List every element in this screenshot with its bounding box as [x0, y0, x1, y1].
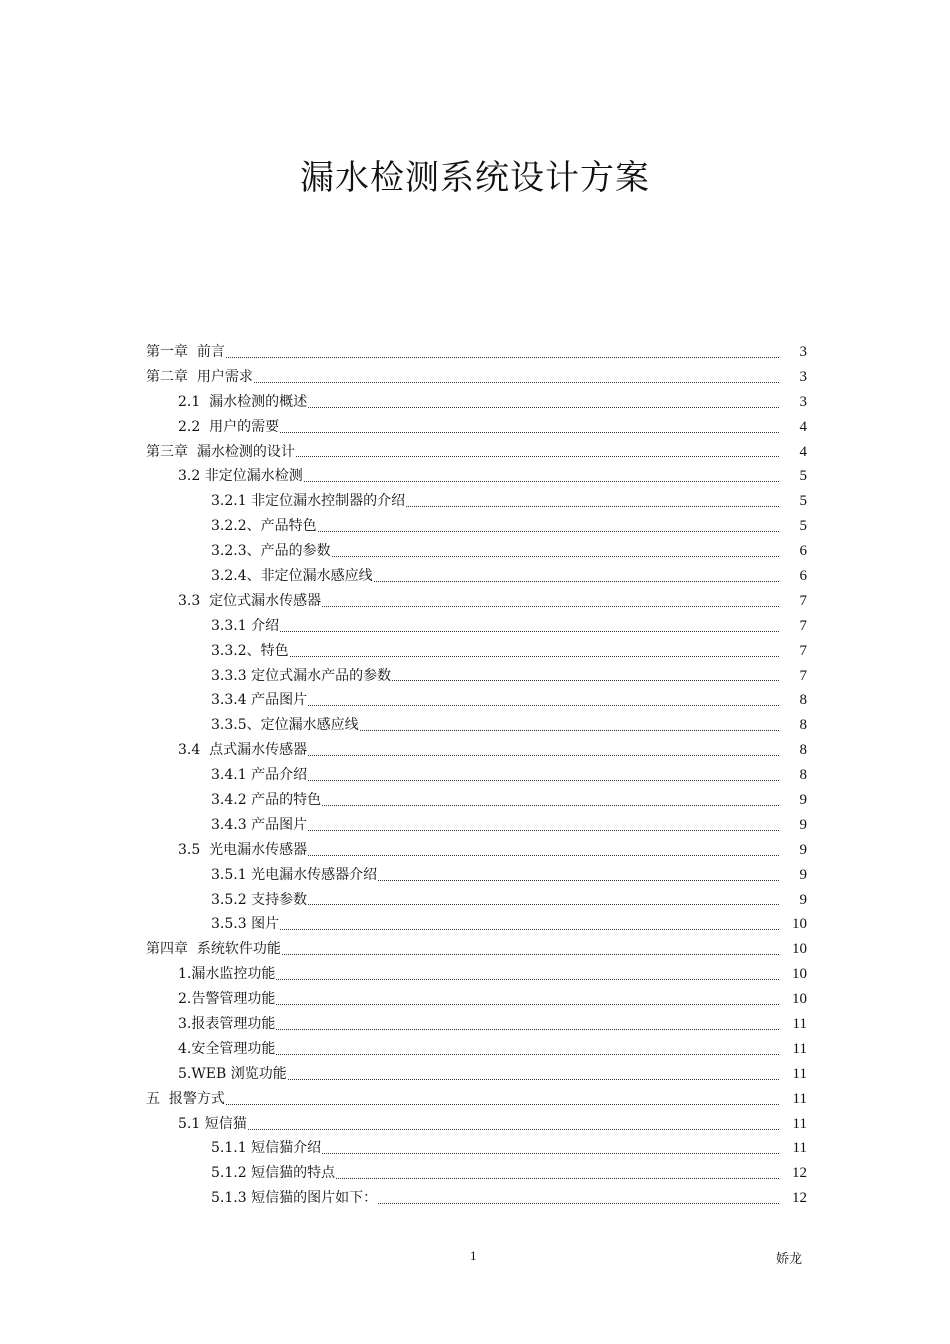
toc-entry[interactable] — [146, 813, 807, 838]
toc-entry-page: 7 — [799, 667, 807, 684]
toc-entry-label: 5.1.1 短信猫介绍 — [211, 1140, 322, 1157]
toc-entry-label: 3.4 点式漏水传感器 — [178, 742, 308, 759]
toc-entry[interactable] — [146, 564, 807, 589]
toc-entry-page: 8 — [799, 767, 807, 784]
table-of-contents — [146, 340, 807, 1211]
toc-entry[interactable] — [146, 639, 807, 664]
toc-entry[interactable] — [146, 962, 807, 987]
toc-leader-dots — [378, 880, 779, 881]
toc-entry-page: 11 — [792, 1040, 807, 1057]
toc-entry-page: 7 — [799, 592, 807, 609]
toc-entry-label: 第三章 漏水检测的设计 — [146, 443, 295, 460]
toc-entry-label: 3.3.2、特色 — [211, 642, 289, 659]
toc-leader-dots — [248, 1129, 779, 1130]
toc-leader-dots — [290, 656, 779, 657]
toc-entry[interactable] — [146, 589, 807, 614]
toc-entry[interactable] — [146, 1012, 807, 1037]
toc-entry[interactable] — [146, 1161, 807, 1186]
toc-entry[interactable] — [146, 1186, 807, 1211]
toc-leader-dots — [296, 456, 779, 457]
toc-leader-dots — [308, 407, 779, 408]
toc-entry[interactable] — [146, 987, 807, 1012]
footer-author: 娇龙 — [776, 1252, 803, 1267]
toc-leader-dots — [308, 780, 779, 781]
toc-leader-dots — [280, 631, 779, 632]
toc-leader-dots — [276, 1004, 779, 1005]
toc-entry-page: 11 — [792, 1016, 807, 1033]
toc-leader-dots — [282, 954, 779, 955]
toc-leader-dots — [308, 904, 779, 905]
toc-entry[interactable] — [146, 365, 807, 390]
toc-entry-page: 7 — [799, 642, 807, 659]
toc-entry[interactable] — [146, 838, 807, 863]
toc-leader-dots — [392, 680, 779, 681]
toc-entry-page: 3 — [799, 368, 807, 385]
toc-entry-page: 12 — [792, 1165, 807, 1182]
toc-entry-page: 11 — [792, 1065, 807, 1082]
toc-entry-label: 1.漏水监控功能 — [178, 966, 276, 983]
toc-entry[interactable] — [146, 1112, 807, 1137]
toc-entry-page: 8 — [799, 742, 807, 759]
document-title: 漏水检测系统设计方案 — [300, 158, 650, 198]
toc-leader-dots — [280, 929, 779, 930]
toc-leader-dots — [406, 506, 779, 507]
toc-entry-label: 第四章 系统软件功能 — [146, 941, 281, 958]
toc-entry-label: 3.2.2、产品特色 — [211, 518, 317, 535]
toc-entry-label: 3.5.2 支持参数 — [211, 891, 308, 908]
toc-entry[interactable] — [146, 390, 807, 415]
toc-entry-page: 12 — [792, 1190, 807, 1207]
toc-entry-page: 11 — [792, 1140, 807, 1157]
toc-leader-dots — [280, 432, 779, 433]
toc-entry[interactable] — [146, 464, 807, 489]
toc-entry-label: 3.3.4 产品图片 — [211, 692, 308, 709]
toc-entry[interactable] — [146, 340, 807, 365]
toc-entry[interactable] — [146, 1087, 807, 1112]
toc-entry-label: 3.5.1 光电漏水传感器介绍 — [211, 866, 378, 883]
toc-entry-label: 2.1 漏水检测的概述 — [178, 393, 308, 410]
toc-entry-page: 6 — [799, 543, 807, 560]
toc-entry-page: 7 — [799, 617, 807, 634]
toc-entry[interactable] — [146, 415, 807, 440]
toc-leader-dots — [322, 1153, 779, 1154]
toc-entry-page: 10 — [792, 991, 807, 1008]
toc-entry-label: 3.5.3 图片 — [211, 916, 280, 933]
toc-entry-label: 3.4.3 产品图片 — [211, 816, 308, 833]
toc-entry-page: 10 — [792, 941, 807, 958]
footer-page-number: 1 — [470, 1248, 477, 1263]
toc-leader-dots — [378, 1203, 779, 1204]
toc-entry-page: 5 — [799, 468, 807, 485]
toc-entry-page: 9 — [799, 792, 807, 809]
toc-entry-label: 3.3.5、定位漏水感应线 — [211, 717, 359, 734]
toc-entry-page: 9 — [799, 891, 807, 908]
toc-leader-dots — [254, 382, 779, 383]
toc-entry[interactable] — [146, 763, 807, 788]
toc-entry-label: 3.5 光电漏水传感器 — [178, 841, 308, 858]
toc-leader-dots — [276, 979, 779, 980]
toc-leader-dots — [288, 1079, 779, 1080]
toc-entry-page: 9 — [799, 841, 807, 858]
toc-entry[interactable] — [146, 440, 807, 465]
toc-leader-dots — [322, 805, 779, 806]
toc-entry[interactable] — [146, 688, 807, 713]
toc-leader-dots — [336, 1178, 779, 1179]
toc-leader-dots — [374, 581, 779, 582]
toc-leader-dots — [226, 1104, 779, 1105]
toc-leader-dots — [332, 556, 779, 557]
toc-entry-label: 3.2.1 非定位漏水控制器的介绍 — [211, 493, 406, 510]
toc-entry-label: 2.2 用户的需要 — [178, 418, 280, 435]
toc-entry[interactable] — [146, 489, 807, 514]
toc-entry-label: 3.3.3 定位式漏水产品的参数 — [211, 667, 392, 684]
toc-entry[interactable] — [146, 539, 807, 564]
toc-entry-page: 9 — [799, 866, 807, 883]
toc-entry[interactable] — [146, 514, 807, 539]
toc-entry-label: 3.报表管理功能 — [178, 1016, 276, 1033]
toc-entry-label: 5.1.2 短信猫的特点 — [211, 1165, 336, 1182]
toc-entry-page: 8 — [799, 692, 807, 709]
toc-entry[interactable] — [146, 788, 807, 813]
toc-leader-dots — [360, 730, 779, 731]
toc-entry[interactable] — [146, 937, 807, 962]
toc-entry-page: 9 — [799, 816, 807, 833]
toc-entry[interactable] — [146, 713, 807, 738]
toc-entry-page: 3 — [799, 393, 807, 410]
toc-leader-dots — [308, 830, 779, 831]
toc-entry-label: 3.2 非定位漏水检测 — [178, 468, 303, 485]
toc-entry[interactable] — [146, 863, 807, 888]
toc-leader-dots — [318, 531, 779, 532]
toc-leader-dots — [308, 705, 779, 706]
toc-entry-label: 5.1.3 短信猫的图片如下： — [211, 1190, 378, 1207]
toc-entry-label: 第二章 用户需求 — [146, 368, 253, 385]
toc-leader-dots — [226, 357, 779, 358]
toc-entry-page: 6 — [799, 568, 807, 584]
toc-entry-page: 10 — [792, 966, 807, 983]
toc-entry-page: 8 — [799, 717, 807, 734]
toc-entry[interactable] — [146, 664, 807, 689]
toc-entry[interactable] — [146, 1137, 807, 1162]
toc-leader-dots — [276, 1054, 779, 1055]
toc-entry-label: 3.4.1 产品介绍 — [211, 767, 308, 784]
toc-entry-label: 3.3.1 介绍 — [211, 617, 280, 634]
toc-entry-page: 5 — [799, 493, 807, 510]
toc-entry-label: 2.告警管理功能 — [178, 991, 276, 1008]
toc-entry-label: 5.1 短信猫 — [178, 1115, 247, 1132]
toc-entry-label: 3.4.2 产品的特色 — [211, 792, 322, 809]
toc-entry[interactable] — [146, 888, 807, 913]
toc-entry-label: 3.2.4、非定位漏水感应线 — [211, 568, 373, 584]
toc-leader-dots — [276, 1029, 779, 1030]
toc-leader-dots — [308, 755, 779, 756]
toc-entry-page: 4 — [799, 418, 807, 435]
toc-entry[interactable] — [146, 738, 807, 763]
toc-entry[interactable] — [146, 614, 807, 639]
toc-leader-dots — [304, 481, 779, 482]
toc-leader-dots — [322, 606, 779, 607]
toc-entry-page: 5 — [799, 518, 807, 535]
toc-entry[interactable] — [146, 1062, 807, 1087]
toc-entry-page: 10 — [792, 916, 807, 933]
toc-entry-label: 4.安全管理功能 — [178, 1040, 276, 1057]
toc-entry-label: 5.WEB 浏览功能 — [178, 1065, 287, 1082]
toc-entry[interactable] — [146, 1037, 807, 1062]
toc-entry-label: 五 报警方式 — [146, 1090, 225, 1107]
toc-entry-label: 3.2.3、产品的参数 — [211, 543, 331, 560]
toc-entry-page: 4 — [799, 443, 807, 460]
toc-entry-page: 3 — [799, 343, 807, 360]
toc-leader-dots — [308, 855, 779, 856]
toc-entry-label: 第一章 前言 — [146, 343, 225, 360]
toc-entry-page: 11 — [792, 1090, 807, 1107]
toc-entry-label: 3.3 定位式漏水传感器 — [178, 592, 322, 609]
toc-entry[interactable] — [146, 912, 807, 937]
toc-entry-page: 11 — [792, 1115, 807, 1132]
